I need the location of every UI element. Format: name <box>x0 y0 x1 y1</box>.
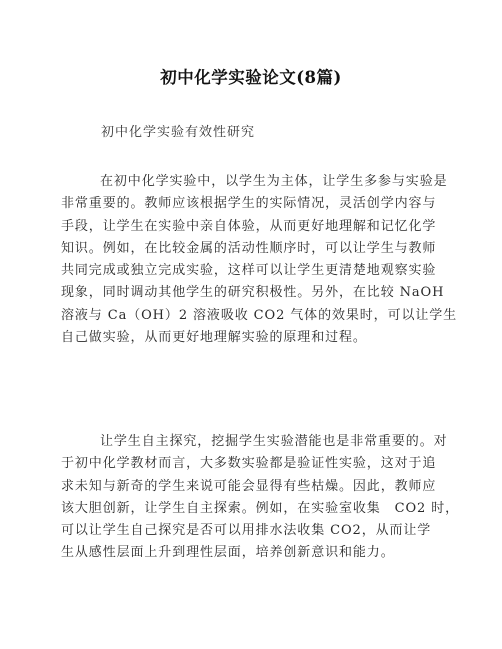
paragraph-line: 非常重要的。教师应该根据学生的实际情况，灵活创学内容与 <box>61 196 437 212</box>
paragraph-1 <box>61 171 458 349</box>
paragraph-line: 于初中化学教材而言，大多数实验都是验证性实验，这对于追 <box>61 456 437 472</box>
document-title: 初中化学实验论文(8篇) <box>160 68 342 87</box>
paragraph-line: 自己做实验，从而更好地理解实验的原理和过程。 <box>61 330 367 346</box>
paragraph-line: 让学生自主探究，挖掘学生实验潜能也是非常重要的。对 <box>100 434 448 449</box>
paragraph-line: 手段，让学生在实验中亲自体验，从而更好地理解和记忆化学 <box>61 218 437 234</box>
paragraph-line: 在初中化学实验中，以学生为主体，让学生多参与实验是 <box>100 174 448 189</box>
document-subtitle: 初中化学实验有效性研究 <box>101 125 256 140</box>
paragraph-2 <box>61 431 460 565</box>
paragraph-line: 该大胆创新，让学生自主探索。例如，在实验室收集 CO2 时， <box>61 500 460 516</box>
paragraph-line: 共同完成或独立完成实验，这样可以让学生更清楚地观察实验 <box>61 263 437 279</box>
paragraph-line: 生从感性层面上升到理性层面，培养创新意识和能力。 <box>61 545 395 561</box>
paragraph-line: 知识。例如，在比较金属的活动性顺序时，可以让学生与教师 <box>61 240 437 256</box>
paragraph-line: 求未知与新奇的学生来说可能会显得有些枯燥。因此，教师应 <box>61 478 437 494</box>
paragraph-line: 现象，同时调动其他学生的研究积极性。另外，在比较 NaOH <box>61 285 445 301</box>
paragraph-line: 溶液与 Ca（OH）2 溶液吸收 CO2 气体的效果时，可以让学生 <box>61 307 458 323</box>
paragraph-line: 可以让学生自己探究是否可以用排水法收集 CO2，从而让学 <box>61 523 432 539</box>
